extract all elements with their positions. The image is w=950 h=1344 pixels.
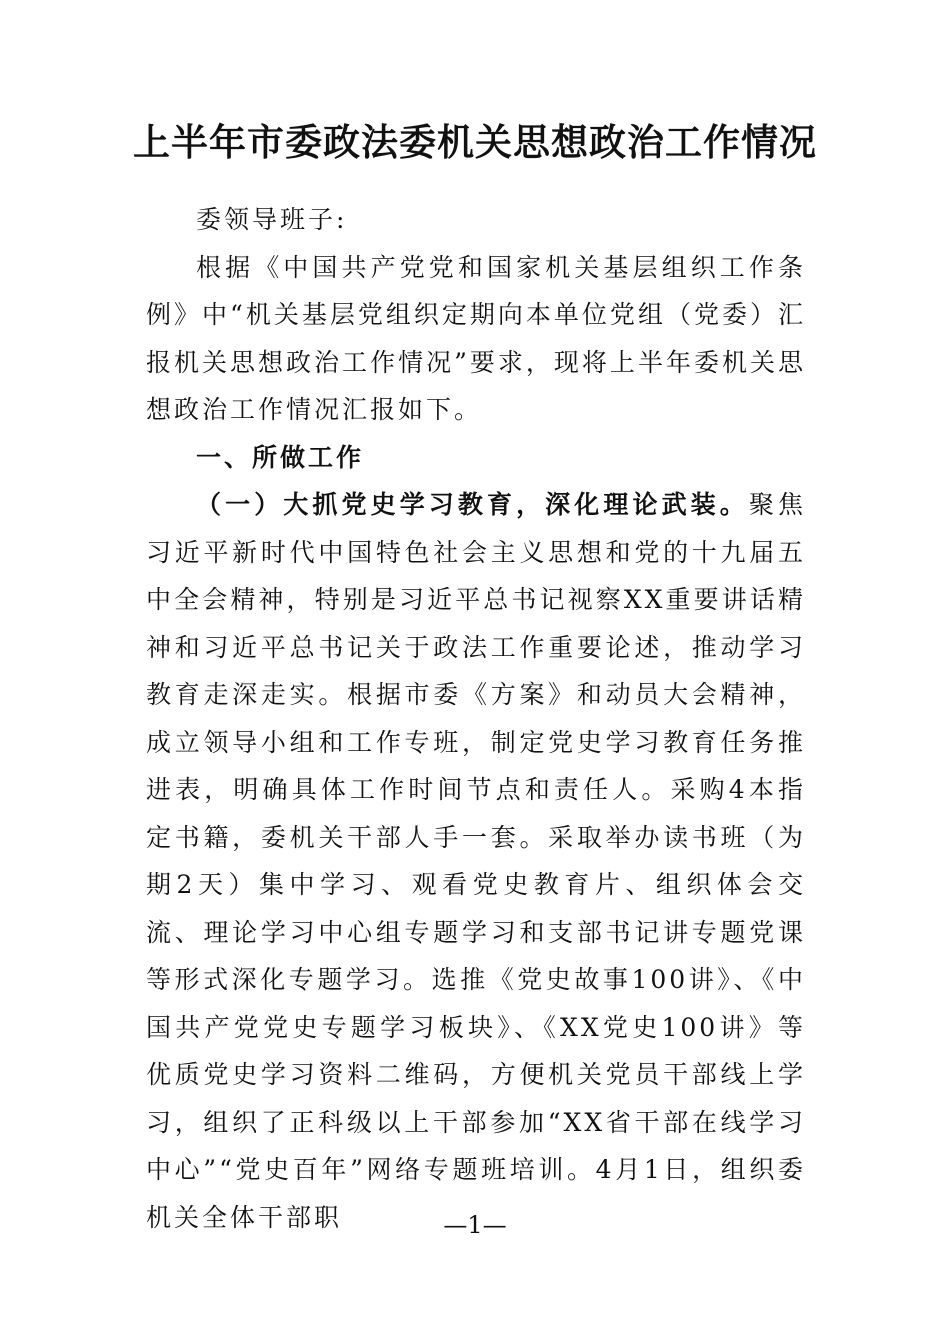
subsection-heading: （一）大抓党史学习教育，深化理论武装。 — [196, 490, 749, 519]
salutation: 委领导班子: — [196, 205, 348, 234]
document-title: 上半年市委政法委机关思想政治工作情况 — [133, 120, 817, 164]
intro-paragraph: 根据《中国共产党党和国家机关基层组织工作条例》中“机关基层党组织定期向本单位党组（党委）汇报机关思想政治工作情况”要求，现将上半年委机关思想政治工作情况汇报如下。 — [146, 252, 806, 424]
section-heading: 一、所做工作 — [196, 442, 365, 472]
document-body — [146, 196, 806, 1241]
page-number: —1— — [443, 1211, 507, 1239]
subsection-body: 聚焦习近平新时代中国特色社会主义思想和党的十九届五中全会精神，特别是习近平总书记视察XX重要讲话精神和习近平总书记关于政法工作重要论述，推动学习教育走深走实。根据市委《方案》和动员大会精神，成立领导小组和工作专班，制定党史学习教育任务推进表，明确具体工作时间节点和责任人。采购4本指定书籍，委机关干部人手一套。采取举办读书班（为期2天）集中学习、观看党史教育片、组织体会交流、理论学习中心组专题学习和支部书记讲专题党课等形式深化专题学习。选推《党史故事100讲》、《中国共产党党史专题学习板块》、《XX党史100讲》等优质党史学习资料二维码，方便机关党员干部线上学习，组织了正科级以上干部参加“XX省干部在线学习中心”“党史百年”网络专题班培训。4月1日，组织委机关全体干部职 — [146, 490, 806, 1232]
subsection-paragraph — [146, 481, 806, 1241]
